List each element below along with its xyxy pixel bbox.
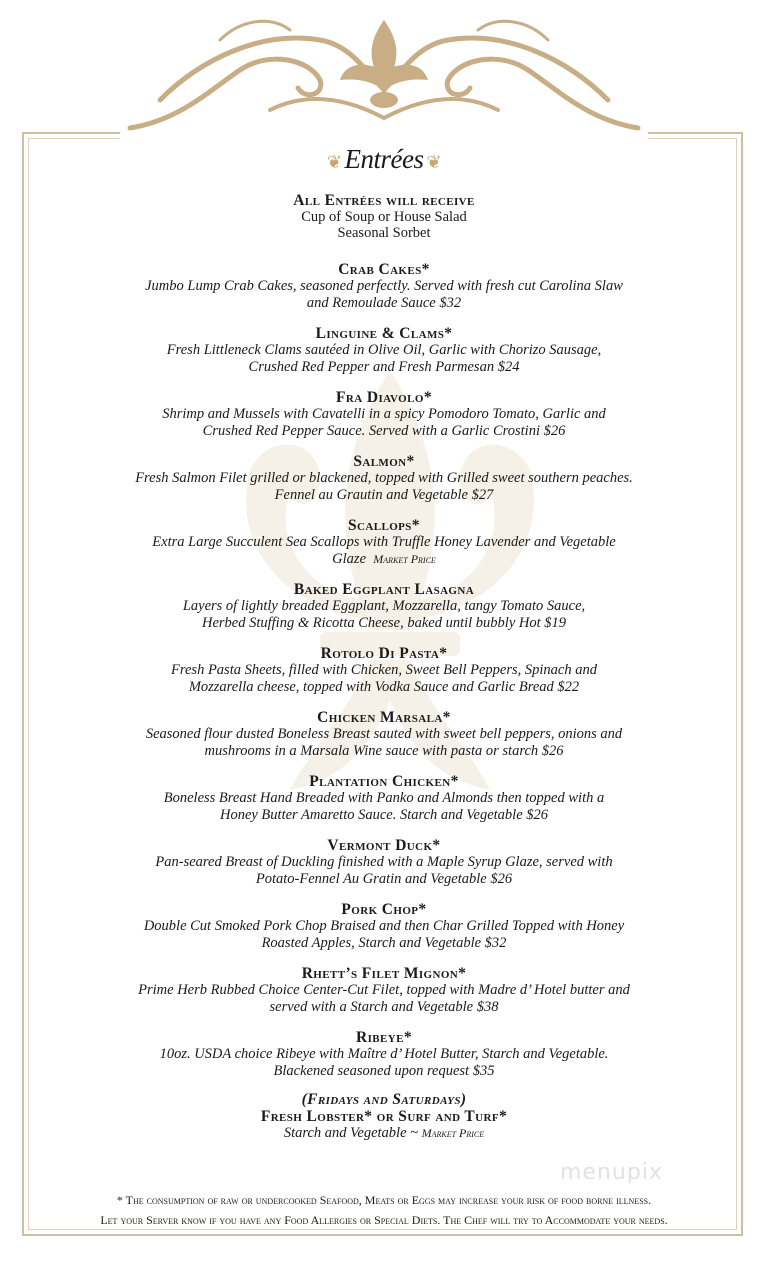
menu-items [40, 261, 728, 1079]
item-description-text: Pan-seared Breast of Duckling finished with a Maple Syrup Glaze, served with [155, 854, 613, 870]
item-description-text: Herbed Stuffing & Ricotta Cheese, baked until bubbly Hot $19 [201, 614, 567, 631]
item-price: Market Price [373, 551, 436, 566]
ornament-scroll-icon [120, 0, 648, 140]
item-description-text: Potato-Fennel Au Gratin and Vegetable $26 [255, 870, 513, 887]
item-title: Ribeye* [356, 1029, 412, 1046]
item-description-text: Extra Large Succulent Sea Scallops with Truffle Honey Lavender and Vegetable [152, 534, 616, 550]
item-title: Fra Diavolo* [336, 389, 432, 406]
item-description-text: Layers of lightly breaded Eggplant, Mozzarella, tangy Tomato Sauce, [182, 598, 586, 614]
item-title: Scallops* [348, 517, 420, 534]
item-description [40, 871, 728, 888]
item-description [40, 423, 728, 440]
item-description-text: Shrimp and Mussels with Cavatelli in a spicy Pomodoro Tomato, Garlic and [162, 406, 606, 422]
item-title: Rhett’s Filet Mignon* [301, 965, 467, 982]
special-desc [40, 1125, 728, 1142]
item-description-text: Fresh Salmon Filet grilled or blackened, topped with Grilled sweet southern peaches. [135, 470, 633, 486]
item-title: Linguine & Clams* [315, 325, 453, 342]
leaf-icon: ❦ [426, 151, 442, 172]
item-description-text: Blackened seasoned upon request $35 [273, 1062, 495, 1079]
item-description-text: Crushed Red Pepper and Fresh Parmesan $24 [248, 358, 520, 375]
item-description [40, 1063, 728, 1080]
item-title: Plantation Chicken* [309, 773, 459, 790]
menu-item [40, 709, 728, 759]
item-description-text: and Remoulade Sauce $32 [306, 294, 462, 311]
menu-item [40, 965, 728, 1015]
item-title: Rotolo Di Pasta* [320, 645, 448, 662]
item-description [40, 615, 728, 632]
item-description [40, 935, 728, 952]
item-description [40, 470, 728, 487]
item-description [40, 679, 728, 696]
special-price: Market Price [421, 1126, 485, 1140]
item-description-text: mushrooms in a Marsala Wine sauce with pasta or starch $26 [204, 742, 564, 759]
item-description [40, 999, 728, 1016]
item-description-text: Mozzarella cheese, topped with Vodka Sauce and Garlic Bread $22 [188, 678, 580, 695]
item-description [40, 278, 728, 295]
intro-line: Cup of Soup or House Salad [301, 209, 467, 225]
item-title: Crab Cakes* [338, 261, 430, 278]
menu-content [40, 140, 728, 1142]
item-description [40, 807, 728, 824]
item-description-text: Honey Butter Amaretto Sauce. Starch and Vegetable $26 [219, 806, 549, 823]
watermark-logo: menupix [560, 1160, 663, 1185]
item-description-text: Prime Herb Rubbed Choice Center-Cut Filet, topped with Madre d’ Hotel butter and [138, 982, 630, 998]
menu-item [40, 773, 728, 823]
item-description [40, 918, 728, 935]
item-description-text: Jumbo Lump Crab Cakes, seasoned perfectly. Served with fresh cut Carolina Slaw [145, 278, 623, 294]
menu-item [40, 645, 728, 695]
item-description [40, 342, 728, 359]
item-title: Chicken Marsala* [317, 709, 451, 726]
menu-item [40, 1029, 728, 1079]
footnote [30, 1190, 738, 1230]
menu-item [40, 325, 728, 375]
item-description-text: Crushed Red Pepper Sauce. Served with a Garlic Crostini $26 [202, 422, 566, 439]
menu-item [40, 837, 728, 887]
item-description-text: served with a Starch and Vegetable $38 [269, 998, 499, 1015]
item-description [40, 406, 728, 423]
item-description-text: Double Cut Smoked Pork Chop Braised and then Char Grilled Topped with Honey [143, 918, 625, 934]
menu-item [40, 581, 728, 631]
special-title: Fresh Lobster* or Surf and Turf* [260, 1108, 508, 1125]
item-description [40, 743, 728, 760]
leaf-icon: ❦ [326, 151, 342, 172]
menu-item [40, 453, 728, 503]
item-description-text: Seasoned flour dusted Boneless Breast sauted with sweet bell peppers, onions and [145, 726, 623, 742]
item-description [40, 359, 728, 376]
item-description [40, 662, 728, 679]
special-desc-text: Starch and Vegetable ~ [283, 1125, 422, 1141]
item-description-text: Fresh Pasta Sheets, filled with Chicken, Sweet Bell Peppers, Spinach and [171, 662, 597, 678]
menu-item [40, 261, 728, 311]
intro-line: Seasonal Sorbet [337, 225, 431, 241]
item-title: Salmon* [353, 453, 415, 470]
item-description [40, 854, 728, 871]
special-days-text: (Fridays and Saturdays) [301, 1091, 467, 1108]
footnote-line: * The consumption of raw or undercooked Seafood, Meats or Eggs may increase your risk of food borne illness. [116, 1193, 652, 1207]
intro-block [40, 192, 728, 241]
item-description-text: 10oz. USDA choice Ribeye with Maître d’ Hotel Butter, Starch and Vegetable. [159, 1046, 609, 1062]
intro-title: All Entrées will receive [293, 192, 475, 209]
item-description [40, 295, 728, 312]
item-description [40, 551, 728, 568]
item-description [40, 598, 728, 615]
item-description-text: Fresh Littleneck Clams sautéed in Olive Oil, Garlic with Chorizo Sausage, [166, 342, 602, 358]
item-description-text: Roasted Apples, Starch and Vegetable $32 [261, 934, 507, 951]
item-description [40, 1046, 728, 1063]
item-description-text: Boneless Breast Hand Breaded with Panko and Almonds then topped with a [163, 790, 605, 806]
section-heading-text: Entrées [344, 144, 424, 174]
item-description [40, 790, 728, 807]
menu-item [40, 389, 728, 439]
item-title: Vermont Duck* [327, 837, 441, 854]
menu-item [40, 517, 728, 567]
footnote-line: Let your Server know if you have any Food Allergies or Special Diets. The Chef will try to Accommodate your needs. [100, 1213, 668, 1227]
item-description [40, 982, 728, 999]
item-description [40, 726, 728, 743]
item-title: Pork Chop* [341, 901, 427, 918]
special-block [40, 1091, 728, 1142]
item-description [40, 534, 728, 551]
item-description [40, 487, 728, 504]
menu-item [40, 901, 728, 951]
section-heading [40, 140, 728, 180]
special-days [40, 1091, 728, 1108]
item-title: Baked Eggplant Lasagna [293, 581, 475, 598]
item-description-text: Glaze [332, 550, 367, 567]
item-description-text: Fennel au Grautin and Vegetable $27 [274, 486, 494, 503]
